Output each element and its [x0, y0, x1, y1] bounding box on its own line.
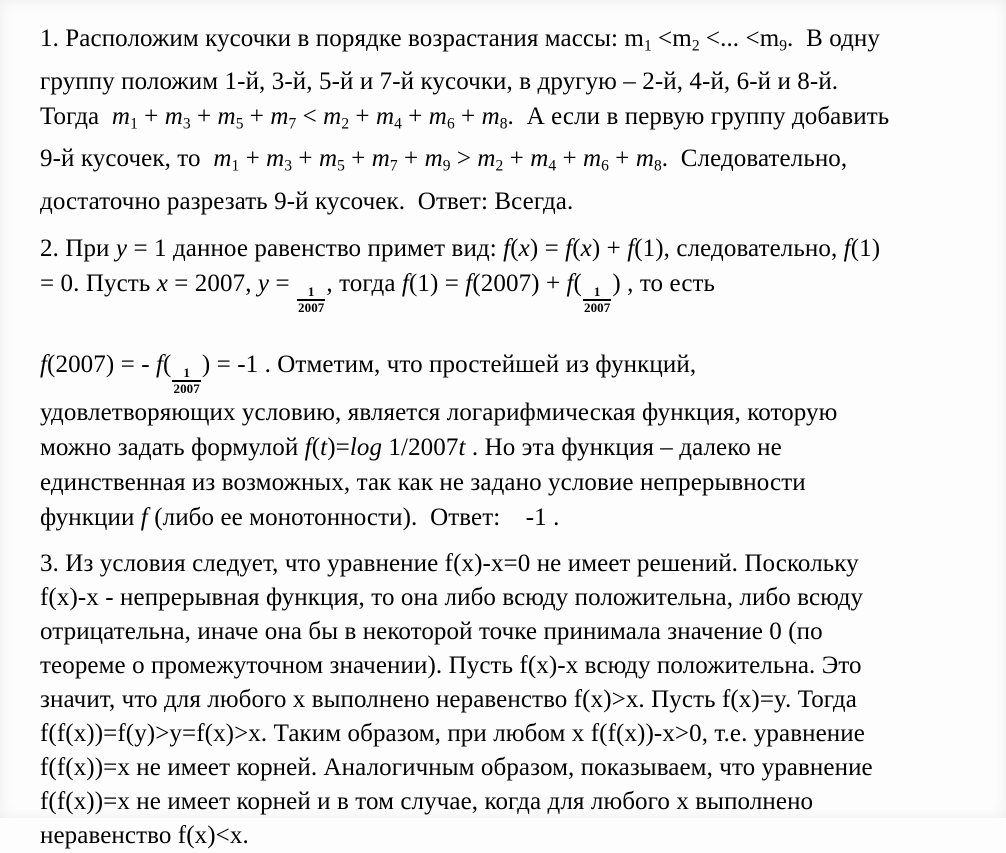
math-symbol: f	[627, 234, 635, 262]
math-symbol: m	[375, 102, 395, 130]
text-run: )=	[327, 434, 350, 462]
subscript: 5	[235, 115, 244, 133]
fraction-denominator: 2007	[298, 300, 325, 316]
text-line	[40, 141, 1000, 184]
math-symbol: m	[323, 102, 342, 130]
math-symbol: m	[217, 102, 236, 130]
subscript: 1	[130, 115, 138, 133]
text-line	[40, 547, 1000, 581]
text-run: (	[510, 234, 519, 262]
math-symbol: m	[371, 145, 390, 173]
problem-2-solution-paragraph-2	[40, 347, 1000, 536]
text-run: можно задать формулой	[40, 434, 305, 462]
text-line	[40, 266, 1000, 315]
math-symbol: f	[304, 434, 312, 462]
text-run: 9-й кусочек, то	[40, 145, 214, 173]
math-symbol: m	[318, 145, 338, 173]
math-symbol: m	[266, 145, 285, 173]
math-symbol: f	[401, 269, 409, 297]
subscript: 1	[643, 37, 652, 55]
text-run: +	[292, 145, 319, 173]
subscript: 3	[182, 115, 191, 133]
text-run: = 1 данное равенство примет вид:	[127, 234, 504, 262]
text-run: <m	[651, 25, 692, 52]
subscript: 5	[337, 157, 345, 175]
math-symbol: x	[156, 269, 168, 297]
math-symbol: m	[213, 145, 232, 173]
math-symbol: m	[428, 102, 447, 130]
subscript: 7	[288, 115, 297, 133]
text-run: +	[608, 145, 636, 173]
math-symbol: f	[465, 269, 473, 297]
text-run: f(f(x))=x не имеет корней и в том случае, когда для любого x выполнено	[40, 788, 814, 816]
subscript: 2	[691, 37, 700, 55]
subscript: 7	[389, 157, 398, 175]
text-run: +	[190, 102, 218, 130]
text-line	[40, 500, 1000, 535]
text-line	[40, 347, 1000, 396]
text-run: (1)	[850, 234, 881, 262]
text-run: (	[572, 234, 581, 262]
text-run: (1), следовательно,	[634, 234, 844, 262]
text-run: f(f(x))=f(y)>y=f(x)>x. Таким образом, при любом x f(f(x))-x>0, т.е. уравнение	[40, 720, 865, 748]
text-run: удовлетворяющих условию, является логарифмическая функция, которую	[40, 399, 838, 427]
text-run: . Но эта функция – далеко не	[465, 434, 782, 462]
text-run: +	[344, 145, 372, 173]
problem-2-solution-paragraph-1	[40, 231, 1000, 315]
text-line	[40, 99, 1000, 142]
math-symbol: m	[635, 145, 654, 173]
text-run: 1. Расположим кусочки в порядке возрастания массы: m	[40, 25, 644, 52]
math-symbol: f	[155, 350, 164, 378]
text-run: единственная из возможных, так как не задано условие непрерывности	[40, 469, 806, 497]
inline-fraction	[297, 285, 325, 314]
fraction-numerator: 1	[307, 284, 315, 300]
text-run: 2. При	[40, 234, 116, 262]
text-run: (	[573, 269, 582, 297]
text-run: ) =	[529, 234, 566, 262]
text-run: +	[137, 102, 165, 130]
text-run: , тогда	[326, 269, 402, 297]
math-symbol: m	[111, 102, 131, 130]
text-run: теореме о промежуточном значении). Пусть f(x)-x всюду положительна. Это	[40, 652, 862, 680]
math-symbol: f	[843, 234, 851, 262]
text-run: (2007) = -	[47, 350, 156, 378]
math-symbol: m	[583, 145, 602, 173]
text-run: 3. Из условия следует, что уравнение f(x)-x=0 не имеет решений. Поскольку	[40, 550, 859, 578]
text-line	[40, 465, 1000, 500]
text-run: . Следовательно,	[661, 145, 848, 173]
text-run: +	[454, 102, 482, 130]
text-line	[40, 231, 1000, 266]
subscript: 8	[499, 115, 508, 133]
subscript: 4	[548, 157, 557, 175]
subscript: 2	[495, 157, 504, 175]
subscript: 2	[341, 115, 350, 133]
text-run: отрицательна, иначе она бы в некоторой точке принимала значение 0 (по	[40, 618, 823, 646]
text-run: . В одну	[787, 25, 880, 52]
text-run: 1/2007	[382, 434, 459, 462]
fraction-denominator: 2007	[173, 380, 200, 396]
text-line	[40, 751, 1000, 785]
math-symbol: log	[349, 434, 383, 462]
text-run: +	[243, 102, 271, 130]
text-run: . А если в первую группу добавить	[507, 102, 890, 130]
text-run: +	[349, 102, 376, 130]
math-symbol: m	[530, 145, 549, 173]
subscript: 8	[653, 157, 662, 175]
subscript: 6	[446, 115, 455, 133]
math-symbol: m	[164, 102, 183, 130]
text-line	[40, 184, 1000, 219]
text-run: (2007) +	[472, 269, 567, 297]
subscript: 1	[231, 157, 240, 175]
text-line	[40, 717, 1000, 751]
text-run: (	[163, 350, 172, 378]
inline-fraction	[583, 285, 611, 314]
text-run: ) +	[591, 234, 628, 262]
text-run: =	[269, 269, 296, 297]
math-symbol: y	[115, 234, 128, 262]
subscript: 9	[442, 157, 451, 175]
text-run: Тогда	[40, 102, 112, 130]
text-run: +	[401, 102, 429, 130]
text-run: группу положим 1-й, 3-й, 5-й и 7-й кусочки, в другую – 2-й, 4-й, 6-й и 8-й.	[40, 67, 839, 95]
text-line	[40, 581, 1000, 615]
text-run: f(x)-x - непрерывная функция, то она либо всюду положительна, либо всюду	[40, 584, 864, 612]
math-symbol: y	[257, 269, 270, 297]
fraction-denominator: 2007	[583, 300, 611, 316]
text-run: ) , то есть	[612, 269, 716, 297]
math-symbol: m	[477, 145, 496, 173]
text-run: значит, что для любого x выполнено неравенство f(x)>x. Пусть f(x)=y. Тогда	[40, 686, 857, 714]
math-symbol: f	[503, 234, 511, 262]
text-line	[40, 430, 1000, 465]
text-run: ) = -1 . Отметим, что простейшей из функций,	[201, 350, 697, 378]
text-run: <	[296, 102, 324, 130]
text-line	[40, 395, 1000, 430]
fraction-numerator: 1	[183, 365, 190, 381]
text-line	[40, 64, 1000, 99]
text-run: >	[450, 145, 478, 173]
text-run: (1) =	[408, 269, 466, 297]
math-symbol: x	[580, 234, 592, 262]
math-symbol: f	[40, 350, 48, 378]
text-line	[40, 615, 1000, 649]
text-run: = 0. Пусть	[40, 269, 157, 297]
text-run: +	[397, 145, 425, 173]
text-run: = 2007,	[167, 269, 258, 297]
math-symbol: x	[518, 234, 530, 262]
subscript: 6	[601, 157, 609, 175]
text-run: (	[311, 434, 321, 462]
math-symbol: m	[481, 102, 500, 130]
text-run: +	[503, 145, 531, 173]
math-symbol: f	[565, 234, 573, 262]
inline-fraction	[172, 366, 200, 395]
math-symbol: f	[140, 504, 148, 532]
text-line	[40, 649, 1000, 683]
text-run: неравенство f(x)<x.	[40, 822, 249, 850]
math-symbol: m	[424, 145, 443, 173]
math-symbol: t	[458, 434, 466, 462]
text-run: (либо ее монотонности). Ответ: -1 .	[147, 504, 560, 532]
problem-3-solution-paragraph	[40, 547, 1000, 853]
text-line	[40, 21, 1000, 64]
text-run: +	[556, 145, 583, 173]
text-line	[40, 819, 1000, 853]
problem-1-solution-paragraph	[40, 21, 1000, 219]
math-symbol: m	[270, 102, 289, 130]
fraction-numerator: 1	[593, 284, 601, 300]
math-symbol: f	[566, 269, 574, 297]
text-line	[40, 683, 1000, 717]
text-run: функции	[40, 504, 141, 532]
math-symbol: t	[320, 434, 328, 462]
subscript: 4	[394, 115, 402, 133]
subscript: 9	[779, 37, 788, 55]
text-run: <... <m	[699, 25, 780, 52]
text-line	[40, 785, 1000, 819]
text-run: достаточно разрезать 9-й кусочек. Ответ: Всегда.	[40, 187, 574, 215]
text-run: +	[239, 145, 267, 173]
text-run: f(f(x))=x не имеет корней. Аналогичным образом, показываем, что уравнение	[40, 754, 873, 782]
subscript: 3	[284, 157, 293, 175]
